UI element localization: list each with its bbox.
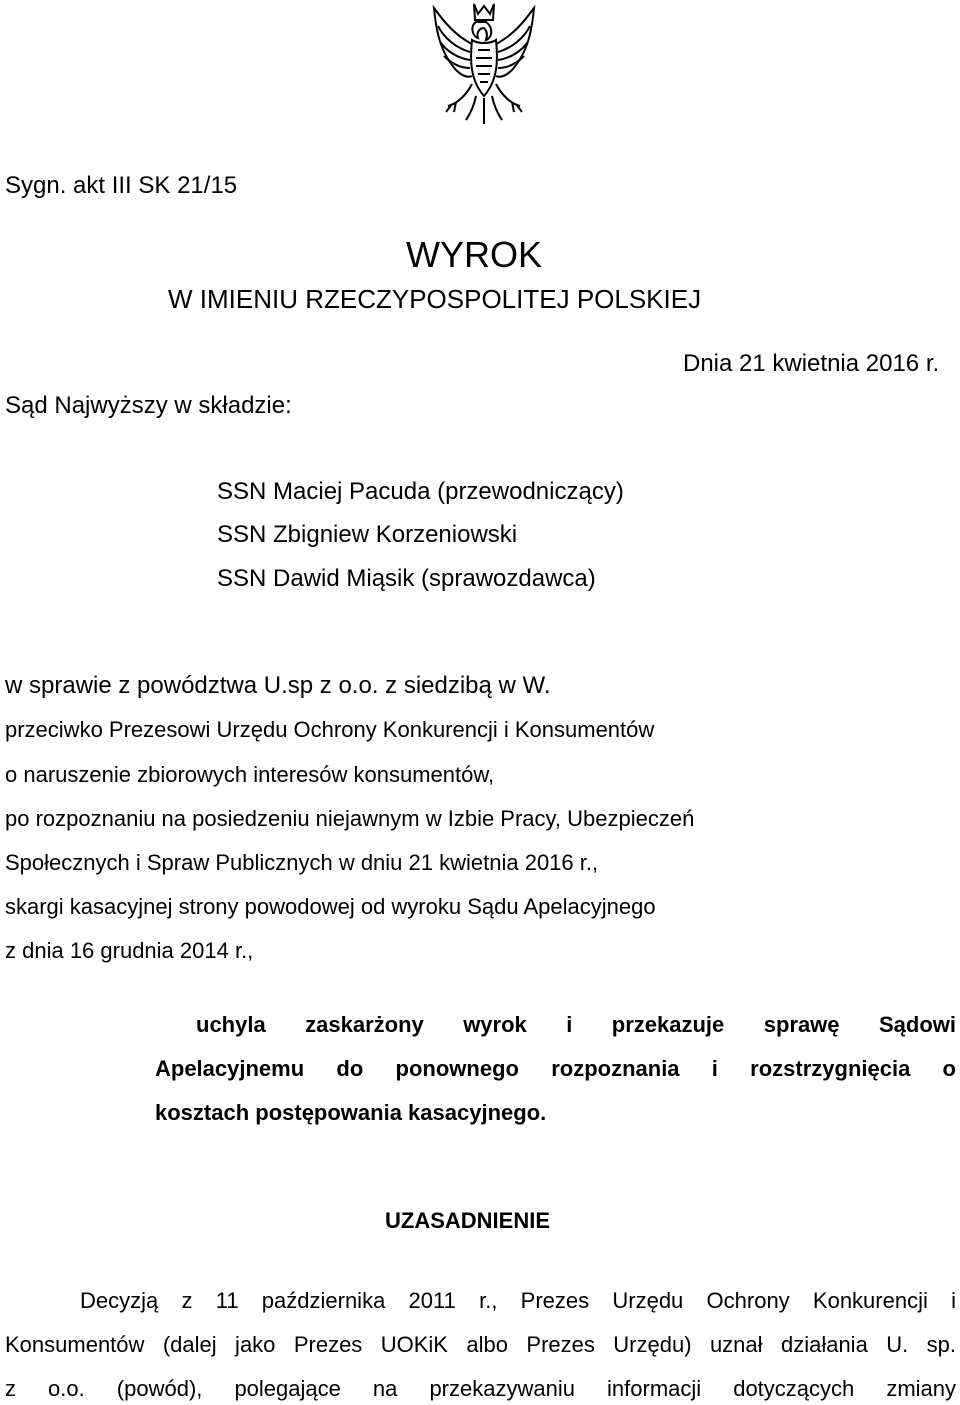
judge-name: SSN Dawid Miąsik (sprawozdawca) bbox=[217, 565, 596, 592]
document-subtitle: W IMIENIU RZECZYPOSPOLITEJ POLSKIEJ bbox=[168, 284, 702, 314]
ruling-line: kosztach postępowania kasacyjnego. bbox=[155, 1100, 547, 1125]
case-line: skargi kasacyjnej strony powodowej od wyroku Sądu Apelacyjnego bbox=[5, 894, 656, 919]
case-line: w sprawie z powództwa U.sp z o.o. z siedzibą w W. bbox=[5, 672, 551, 699]
case-line: z dnia 16 grudnia 2014 r., bbox=[5, 938, 254, 963]
case-line: Społecznych i Spraw Publicznych w dniu 21 kwietnia 2016 r., bbox=[5, 850, 599, 875]
case-line: o naruszenie zbiorowych interesów konsumentów, bbox=[5, 762, 495, 787]
document-title: WYROK bbox=[406, 234, 543, 275]
judge-name: SSN Zbigniew Korzeniowski bbox=[217, 521, 518, 548]
case-signature: Sygn. akt III SK 21/15 bbox=[5, 172, 238, 199]
justification-line: Decyzją z 11 października 2011 r., Prezes Urzędu Ochrony Konkurencji i bbox=[80, 1288, 956, 1313]
judge-name: SSN Maciej Pacuda (przewodniczący) bbox=[217, 478, 624, 505]
polish-eagle-emblem-icon bbox=[426, 0, 543, 138]
ruling-date: Dnia 21 kwietnia 2016 r. bbox=[683, 350, 940, 377]
court-composition-label: Sąd Najwyższy w składzie: bbox=[5, 392, 292, 419]
ruling-line: Apelacyjnemu do ponownego rozpoznania i rozstrzygnięcia o bbox=[155, 1056, 956, 1081]
justification-line: Konsumentów (dalej jako Prezes UOKiK albo Prezes Urzędu) uznał działania U. sp. bbox=[5, 1332, 956, 1357]
case-line: po rozpoznaniu na posiedzeniu niejawnym w Izbie Pracy, Ubezpieczeń bbox=[5, 806, 695, 831]
justification-line: z o.o. (powód), polegające na przekazywaniu informacji dotyczących zmiany bbox=[5, 1376, 956, 1401]
ruling-line: uchyla zaskarżony wyrok i przekazuje sprawę Sądowi bbox=[196, 1012, 956, 1037]
case-line: przeciwko Prezesowi Urzędu Ochrony Konkurencji i Konsumentów bbox=[5, 717, 655, 742]
justification-heading: UZASADNIENIE bbox=[385, 1208, 551, 1233]
